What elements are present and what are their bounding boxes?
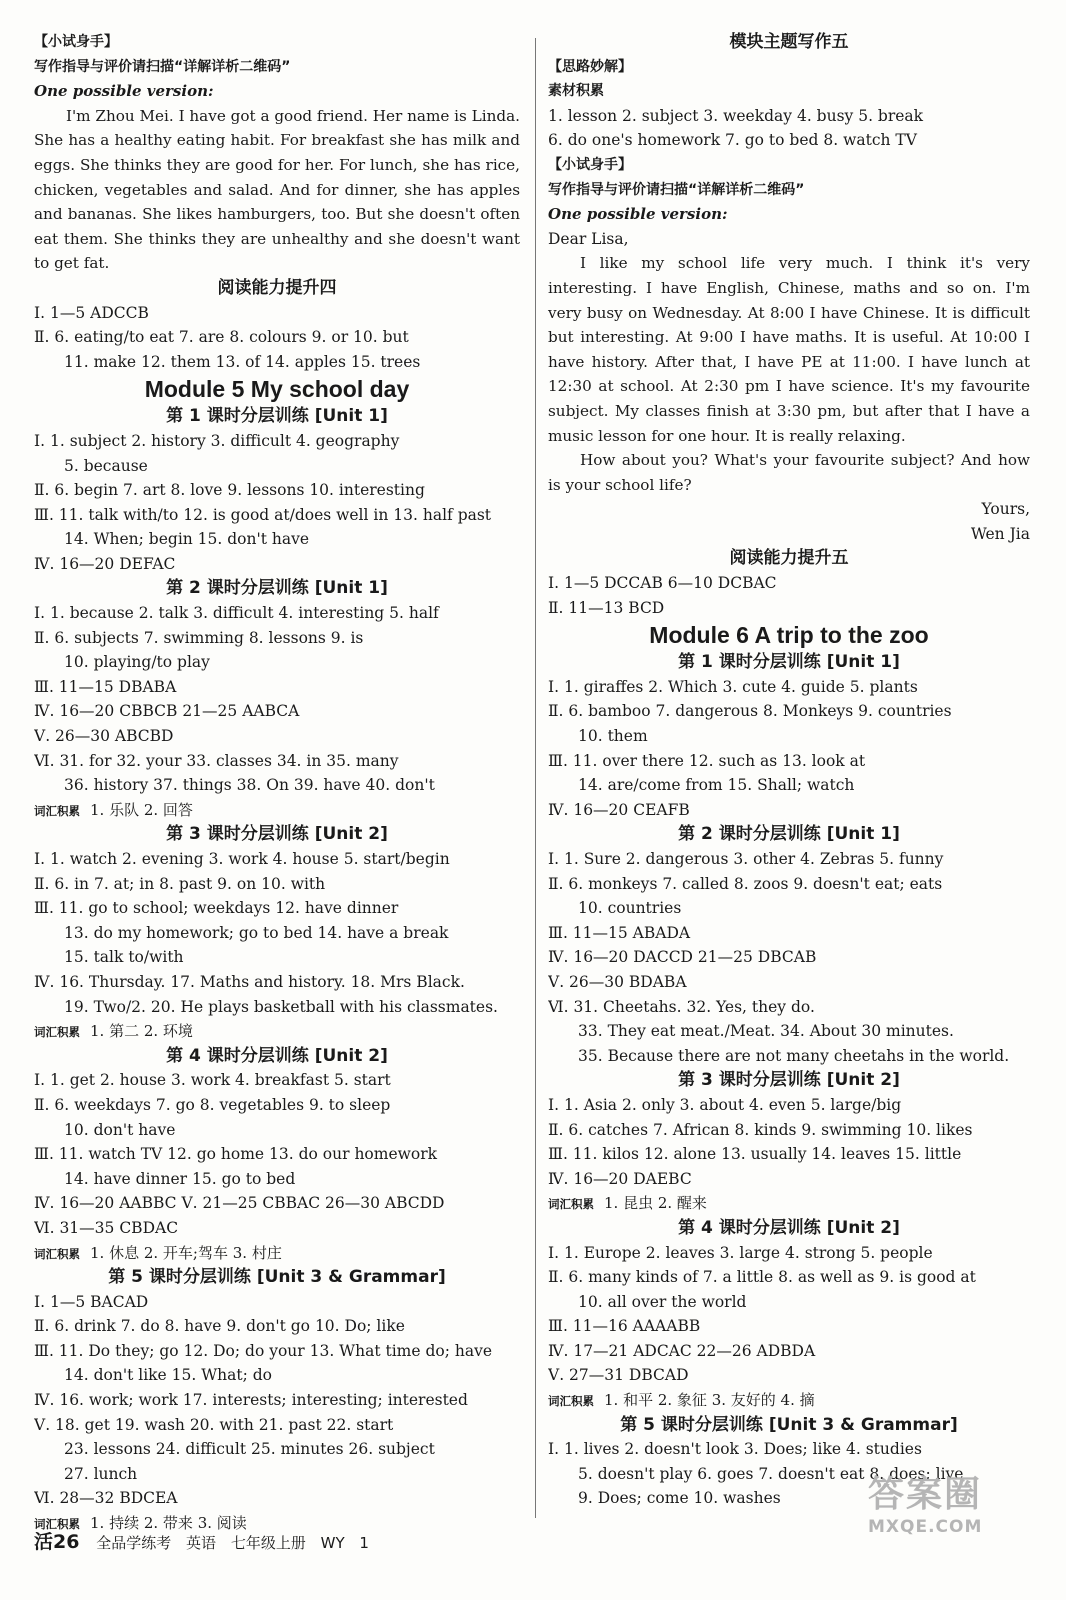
answer-line: Ⅲ. 11. kilos 12. alone 13. usually 14. leaves 15. little <box>548 1145 962 1164</box>
watermark-url: MXQE.COM <box>868 1517 983 1537</box>
vocab-label: 词汇积累 <box>34 1517 80 1532</box>
vocab-answers: 1. 昆虫 2. 醒来 <box>604 1194 707 1213</box>
answer-line: Ⅰ. 1—5 ADCCB <box>34 303 149 322</box>
lesson-heading: 第 2 课时分层训练 [Unit 1] <box>166 578 388 599</box>
answer-line: Ⅲ. 11. watch TV 12. go home 13. do our homework <box>34 1145 438 1164</box>
answer-line: Ⅵ. 31—35 CBDAC <box>34 1218 179 1237</box>
answer-line-indented: 10. playing/to play <box>64 653 210 672</box>
vocab-label: 词汇积累 <box>548 1394 594 1409</box>
answer-line: Ⅳ. 16. work; work 17. interests; interesting; interested <box>34 1391 468 1410</box>
vocab-answers: 1. 乐队 2. 回答 <box>90 800 193 819</box>
watermark-text: 答案圈 <box>868 1474 983 1515</box>
caption-line: 写作指导与评价请扫描“详解详析二维码” <box>548 181 805 198</box>
vocab-answers: 1. 第二 2. 环境 <box>90 1022 193 1041</box>
answer-line: Ⅰ. 1. subject 2. history 3. difficult 4. geography <box>34 431 400 450</box>
lesson-heading: 第 3 课时分层训练 [Unit 2] <box>166 824 388 845</box>
answer-line: Ⅲ. 11. go to school; weekdays 12. have dinner <box>34 899 399 918</box>
section-heading: 阅读能力提升四 <box>217 277 337 298</box>
version-label: One possible version: <box>548 205 728 224</box>
answer-line-indented: 14. When; begin 15. don't have <box>64 530 310 549</box>
answer-line: Ⅱ. 6. many kinds of 7. a little 8. as well as 9. is good at <box>548 1268 976 1287</box>
answer-line: Ⅳ. 16—20 CEAFB <box>548 800 690 819</box>
answer-line: Ⅳ. 16—20 AABBC Ⅴ. 21—25 CBBAC 26—30 ABCDD <box>34 1194 445 1213</box>
answer-line: Ⅲ. 11—15 ABADA <box>548 923 691 942</box>
vocab-label: 词汇积累 <box>34 803 80 818</box>
answer-line: Ⅱ. 6. in 7. at; in 8. past 9. on 10. with <box>34 874 326 893</box>
answer-line: Ⅱ. 6. bamboo 7. dangerous 8. Monkeys 9. countries <box>548 702 952 721</box>
answer-line-indented: 10. them <box>578 727 648 746</box>
letter-signoff: Yours, <box>981 500 1030 519</box>
module-title: Module 6 A trip to the zoo <box>649 622 929 649</box>
answer-line: Ⅰ. 1. lives 2. doesn't look 3. Does; like 4. studies <box>548 1440 922 1459</box>
answer-line: Ⅲ. 11. Do they; go 12. Do; do your 13. What time do; have <box>34 1341 493 1360</box>
answer-line-indented: 5. because <box>64 456 148 475</box>
answer-line: Ⅲ. 11. talk with/to 12. is good at/does well in 13. half past <box>34 505 492 524</box>
answer-line: Ⅱ. 6. monkeys 7. called 8. zoos 9. doesn't eat; eats <box>548 874 943 893</box>
answer-line-indented: 10. countries <box>578 899 682 918</box>
caption-line: 写作指导与评价请扫描“详解详析二维码” <box>34 58 291 75</box>
section-heading: 模块主题写作五 <box>729 32 849 52</box>
edition-code: WY <box>320 1534 345 1552</box>
answer-line-indented: 13. do my homework; go to bed 14. have a break <box>64 923 449 942</box>
vocab-label: 词汇积累 <box>34 1246 80 1261</box>
caption-line: 素材积累 <box>548 83 604 100</box>
vocab-line <box>548 1191 1030 1216</box>
version-label: One possible version: <box>34 82 214 101</box>
answer-line: Ⅳ. 16. Thursday. 17. Maths and history. 18. Mrs Black. <box>34 972 465 991</box>
answer-line: Ⅴ. 18. get 19. wash 20. with 21. past 22. start <box>34 1415 394 1434</box>
section-heading: 阅读能力提升五 <box>729 548 849 569</box>
answer-line: 1. lesson 2. subject 3. weekday 4. busy 5. break <box>548 106 924 125</box>
answer-line-indented: 14. have dinner 15. go to bed <box>64 1169 296 1188</box>
answer-line: 6. do one's homework 7. go to bed 8. watch TV <box>548 131 917 150</box>
page-number: 活26 <box>34 1531 80 1553</box>
answer-line: Dear Lisa, <box>548 229 629 248</box>
answer-line-indented: 14. don't like 15. What; do <box>64 1366 273 1385</box>
watermark-logo <box>868 1466 1038 1556</box>
section-tag: 【小试身手】 <box>34 34 118 50</box>
lesson-heading: 第 3 课时分层训练 [Unit 2] <box>678 1070 900 1091</box>
answer-line: Ⅲ. 11—15 DBABA <box>34 677 177 696</box>
answer-line: Ⅲ. 11. over there 12. such as 13. look at <box>548 751 866 770</box>
answer-line: Ⅴ. 27—31 DBCAD <box>548 1366 689 1385</box>
answer-line: Ⅱ. 6. subjects 7. swimming 8. lessons 9. is <box>34 628 364 647</box>
vocab-answers: 1. 休息 2. 开车;驾车 3. 村庄 <box>90 1243 282 1262</box>
answer-line: Ⅱ. 6. eating/to eat 7. are 8. colours 9. or 10. but <box>34 328 409 347</box>
answer-line-indented: 23. lessons 24. difficult 25. minutes 26. subject <box>64 1440 435 1459</box>
vocab-answers: 1. 持续 2. 带来 3. 阅读 <box>90 1514 247 1533</box>
answer-line: Ⅰ. 1. Sure 2. dangerous 3. other 4. Zebras 5. funny <box>548 850 944 868</box>
answer-line: Ⅴ. 26—30 BDABA <box>548 972 687 991</box>
answer-line: Ⅰ. 1. get 2. house 3. work 4. breakfast 5. start <box>34 1071 391 1090</box>
answer-line-indented: 27. lunch <box>64 1464 138 1483</box>
answer-line: Ⅳ. 16—20 DACCD 21—25 DBCAB <box>548 948 817 967</box>
answer-line-indented: 19. Two/2. 20. He plays basketball with his classmates. <box>64 997 498 1016</box>
answer-line-indented: 9. Does; come 10. washes <box>578 1489 781 1508</box>
answer-line: Ⅱ. 6. begin 7. art 8. love 9. lessons 10. interesting <box>34 481 425 500</box>
section-tag: 【小试身手】 <box>548 156 632 173</box>
answer-line: Ⅰ. 1. Europe 2. leaves 3. large 4. strong 5. people <box>548 1243 933 1262</box>
subject-name: 英语 <box>186 1534 217 1552</box>
vocab-line <box>34 1241 520 1266</box>
answer-line: Ⅱ. 6. catches 7. African 8. kinds 9. swimming 10. likes <box>548 1120 973 1139</box>
column-divider <box>535 38 536 1518</box>
answer-line-indented: 10. don't have <box>64 1120 176 1139</box>
lesson-heading: 第 5 课时分层训练 [Unit 3 & Grammar] <box>108 1267 446 1288</box>
answer-line: Ⅳ. 16—20 DAEBC <box>548 1169 692 1188</box>
answer-line-indented: 36. history 37. things 38. On 39. have 40. don't <box>64 776 435 795</box>
letter-signoff: Wen Jia <box>970 524 1030 543</box>
answer-line: Ⅰ. 1—5 BACAD <box>34 1292 149 1311</box>
page-footer <box>34 1527 379 1557</box>
answer-line: Ⅴ. 26—30 ABCBD <box>34 727 174 746</box>
left-column <box>34 30 520 1536</box>
vocab-line <box>34 798 520 823</box>
answer-line: Ⅰ. 1. giraffes 2. Which 3. cute 4. guide 5. plants <box>548 677 918 696</box>
answer-line: Ⅵ. 31. Cheetahs. 32. Yes, they do. <box>548 997 815 1016</box>
vocab-line <box>34 1019 520 1044</box>
answer-line-indented: 10. all over the world <box>578 1292 747 1311</box>
answer-line-indented: 33. They eat meat./Meat. 34. About 30 minutes. <box>578 1022 954 1041</box>
lesson-heading: 第 4 课时分层训练 [Unit 2] <box>166 1045 388 1066</box>
vocab-label: 词汇积累 <box>34 1025 80 1040</box>
answer-line: Ⅱ. 11—13 BCD <box>548 598 665 617</box>
answer-line: Ⅳ. 17—21 ADCAC 22—26 ADBDA <box>548 1341 816 1360</box>
answer-line: Ⅱ. 6. weekdays 7. go 8. vegetables 9. to sleep <box>34 1095 391 1114</box>
answer-line: Ⅳ. 16—20 CBBCB 21—25 AABCA <box>34 702 300 721</box>
answer-line: Ⅰ. 1. Asia 2. only 3. about 4. even 5. large/big <box>548 1095 902 1114</box>
answer-line: Ⅵ. 31. for 32. your 33. classes 34. in 35. many <box>34 751 399 770</box>
essay-paragraph: How about you? What's your favourite subject? And how is your school life? <box>548 451 1030 494</box>
lesson-heading: 第 5 课时分层训练 [Unit 3 & Grammar] <box>620 1414 958 1435</box>
lesson-heading: 第 2 课时分层训练 [Unit 1] <box>678 824 900 845</box>
answer-line: Ⅰ. 1—5 DCCAB 6—10 DCBAC <box>548 574 777 593</box>
answer-line-indented: 14. are/come from 15. Shall; watch <box>578 776 855 795</box>
lesson-heading: 第 1 课时分层训练 [Unit 1] <box>678 652 900 673</box>
book-number: 1 <box>359 1534 369 1552</box>
section-tag: 【思路妙解】 <box>548 58 632 75</box>
lesson-heading: 第 1 课时分层训练 [Unit 1] <box>166 406 388 427</box>
series-name: 全品学练考 <box>96 1534 172 1552</box>
answer-line: Ⅲ. 11—16 AAAABB <box>548 1317 701 1336</box>
answer-line: Ⅰ. 1. because 2. talk 3. difficult 4. interesting 5. half <box>34 604 439 623</box>
vocab-answers: 1. 和平 2. 象征 3. 友好的 4. 摘 <box>604 1391 815 1410</box>
essay-paragraph: I like my school life very much. I think it's very interesting. I have English, Chinese, maths and so on. I'm very busy on Wednesday. At 8:00 I have Chinese. It is difficult but interesting. At 9:00 I have maths. It is useful. At 10:00 I have history. After that, I have PE at 11:00. I have lunch at 12:30 at school. At 2:30 pm I have science. It's my favourite subject. My classes finish at 3:30 pm, but after that I have a music lesson for one hour. It is really relaxing. <box>548 254 1030 445</box>
answer-line-indented: 5. doesn't play 6. goes 7. doesn't eat 8. does; live <box>578 1464 964 1483</box>
essay-paragraph: I'm Zhou Mei. I have got a good friend. Her name is Linda. She has a healthy eating habit. For breakfast she has milk and eggs. She thinks they are good for her. For lunch, she has rice, chicken, vegetables and salad. And for dinner, she has apples and bananas. She likes hamburgers, too. But she doesn't often eat them. She thinks they are unhealthy and she doesn't want to get fat. <box>34 106 520 273</box>
answer-line: Ⅳ. 16—20 DEFAC <box>34 554 176 573</box>
answer-line: Ⅱ. 6. drink 7. do 8. have 9. don't go 10. Do; like <box>34 1317 405 1336</box>
answer-line-indented: 35. Because there are not many cheetahs in the world. <box>578 1046 1010 1065</box>
vocab-label: 词汇积累 <box>548 1197 594 1212</box>
grade-name: 七年级上册 <box>230 1534 306 1552</box>
answer-line-indented: 11. make 12. them 13. of 14. apples 15. trees <box>64 352 421 371</box>
answer-line-indented: 15. talk to/with <box>64 948 184 967</box>
module-title: Module 5 My school day <box>144 376 410 403</box>
right-column <box>548 30 1030 1511</box>
vocab-line <box>548 1388 1030 1413</box>
answer-line: Ⅰ. 1. watch 2. evening 3. work 4. house 5. start/begin <box>34 850 450 868</box>
lesson-heading: 第 4 课时分层训练 [Unit 2] <box>678 1217 900 1238</box>
answer-line: Ⅵ. 28—32 BDCEA <box>34 1489 178 1508</box>
